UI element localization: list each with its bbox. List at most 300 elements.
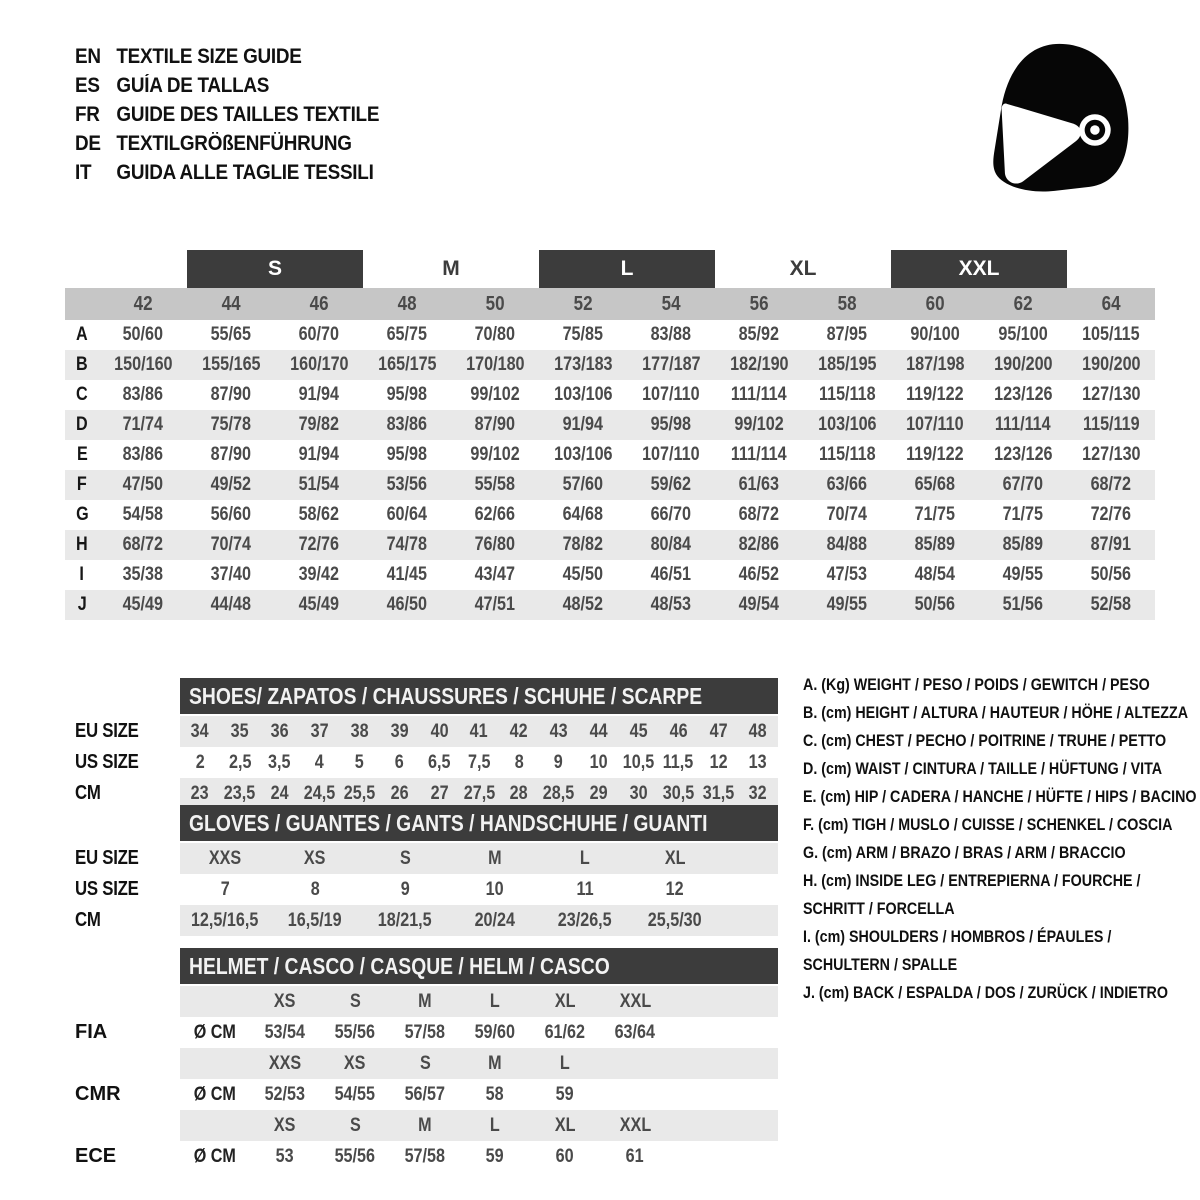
helmet-size-cell [600,991,670,1013]
size-value-cell [459,752,499,774]
size-value: 83/86 [122,444,164,465]
row-label-text: EU SIZE [75,847,139,869]
size-value: 107/110 [642,384,700,405]
measurement-row-c [65,380,1155,410]
helmet-value: 53/54 [264,1021,306,1043]
unit-text: Ø CM [193,1083,237,1105]
size-value-cell [698,721,738,743]
helmet-size-cell [250,991,320,1013]
size-value-cell [619,721,659,743]
size-value-cell [630,879,720,901]
size-value-cell [187,410,275,440]
size-value-cell [451,470,539,500]
size-value: 71/75 [1002,504,1044,525]
size-value: 50/60 [122,324,164,345]
size-value-cell [579,752,619,774]
legend-item-line [803,951,1198,979]
helmet-title-bar [180,948,778,984]
size-value-cell [891,350,979,380]
size-value: 23,5 [224,782,256,804]
size-value: 49/54 [738,594,780,615]
size-value-cell [260,783,300,805]
size-value: 123/126 [993,444,1053,465]
size-value: 26 [390,782,409,804]
size-value: 28 [509,782,528,804]
size-value: 91/94 [298,384,340,405]
language-code: IT [75,161,92,184]
size-value-cell [539,440,627,470]
size-value: 173/183 [553,354,613,375]
gloves-row [180,905,778,936]
size-value: 16,5/19 [288,909,342,931]
size-value-cell [99,470,187,500]
size-value: 48/53 [650,594,692,615]
size-value-cell [363,530,451,560]
size-value-cell [539,721,579,743]
size-value-cell [539,752,579,774]
helmet-value: 61/62 [544,1021,586,1043]
size-value-cell [275,320,363,350]
size-value-cell [540,910,630,932]
size-value: 45/49 [298,594,340,615]
size-value-cell [270,910,360,932]
size-value: 70/74 [826,504,868,525]
size-value-cell [451,530,539,560]
size-value-cell [979,410,1067,440]
size-value-cell [627,320,715,350]
size-value-cell [419,783,459,805]
size-value-cell [979,440,1067,470]
size-value: 103/106 [817,414,877,435]
helmet-size-cell [320,1053,390,1075]
helmet-value: 55/56 [334,1145,376,1167]
size-column-value: 62 [1013,292,1033,315]
size-value-cell [979,380,1067,410]
legend-item-line [803,811,1198,839]
size-value-cell [803,380,891,410]
shoes-title: SHOES/ ZAPATOS / CHAUSSURES / SCHUHE / SCARPE [189,682,703,709]
size-value-cell [260,752,300,774]
size-value-cell [803,560,891,590]
size-value-cell [450,879,540,901]
language-code: ES [75,74,100,97]
size-value-cell [627,500,715,530]
size-value-cell [363,470,451,500]
helmet-value-cell [250,1084,320,1106]
helmet-size: XXS [268,1052,302,1074]
size-value: 8 [310,878,320,900]
shoes-row-labels [75,716,151,809]
size-group-label-xl: XL [789,257,817,280]
size-value-cell [540,879,630,901]
shoes-title-bar [180,678,778,714]
language-row [75,42,379,71]
unit-cell [180,1084,250,1106]
size-value-cell [187,590,275,620]
helmet-size: XL [554,1114,576,1136]
helmet-value-cell [250,1022,320,1044]
row-letter [65,590,99,620]
helmet-value: 55/56 [334,1021,376,1043]
helmet-size-cell [390,1115,460,1137]
size-column-header [539,288,627,320]
size-value: 31,5 [702,782,734,804]
size-value-cell [1067,560,1155,590]
size-value: 64/68 [562,504,604,525]
helmet-size-cell [460,1053,530,1075]
size-value: 62/66 [474,504,516,525]
size-value-cell [419,752,459,774]
measurement-row-h [65,530,1155,560]
helmet-value-cell [320,1022,390,1044]
size-value: 95/98 [386,384,428,405]
helmet-values-row-ece [180,1141,778,1172]
size-value-cell [627,590,715,620]
size-value: 20/24 [474,909,516,931]
size-value: 2,5 [228,751,252,773]
size-value: 7,5 [467,751,491,773]
size-value-cell [99,410,187,440]
size-value-cell [275,590,363,620]
size-value-cell [630,848,720,870]
size-value-cell [180,910,270,932]
size-value-cell [187,560,275,590]
size-value-cell [99,500,187,530]
legend-text: D. (cm) WAIST / CINTURA / TAILLE / HÜFTUNG / VITA [803,759,1163,778]
helmet-value-cell [460,1022,530,1044]
size-value-cell [99,530,187,560]
size-value: 47/51 [474,594,516,615]
helmet-value-cell [530,1146,600,1168]
size-value-cell [451,380,539,410]
size-value: S [399,847,411,869]
size-value-cell [1067,320,1155,350]
size-value: 50/56 [1090,564,1132,585]
row-letter [65,350,99,380]
helmet-table-content [180,948,778,1172]
size-value: 99/102 [470,444,520,465]
measurement-row-a [65,320,1155,350]
size-value: 80/84 [650,534,692,555]
helmet-value: 54/55 [334,1083,376,1105]
size-value: 35/38 [122,564,164,585]
helmet-size: L [560,1052,570,1074]
helmet-value: 61 [626,1145,644,1167]
size-value: 150/160 [113,354,173,375]
size-value-cell [451,410,539,440]
size-value: 115/118 [818,444,876,465]
helmet-size: L [490,1114,500,1136]
size-value-cell [619,752,659,774]
measurement-row-e [65,440,1155,470]
row-letter [65,440,99,470]
size-value-cell [180,879,270,901]
size-value: 65/75 [386,324,428,345]
size-value-cell [539,470,627,500]
helmet-value-cell [460,1146,530,1168]
size-value: 60/64 [386,504,428,525]
size-value-cell [275,350,363,380]
size-value-cell [539,560,627,590]
size-value-cell [360,879,450,901]
size-value: 123/126 [993,384,1053,405]
standard-label-cmr: CMR [75,1083,121,1105]
size-value: 37/40 [210,564,252,585]
size-value-cell [803,530,891,560]
legend-text: I. (cm) SHOULDERS / HOMBROS / ÉPAULES / [803,927,1112,946]
size-value: 34 [190,720,209,742]
helmet-size: M [418,990,432,1012]
size-value: 105/115 [1082,324,1140,345]
size-value-cell [658,721,698,743]
size-value: 27,5 [463,782,495,804]
size-value: 38 [350,720,369,742]
size-value-cell [619,783,659,805]
helmet-value: 52/53 [264,1083,306,1105]
helmet-size: M [418,1114,432,1136]
size-value-cell [275,500,363,530]
helmet-size-cell [250,1053,320,1075]
size-column-value: 58 [837,292,857,315]
size-value-cell [451,560,539,590]
size-value: 119/122 [906,384,964,405]
size-value-cell [891,440,979,470]
size-value: 127/130 [1081,384,1141,405]
legend-text: SCHULTERN / SPALLE [803,955,958,974]
size-value: 68/72 [1090,474,1132,495]
size-value-cell [459,721,499,743]
helmet-value: 59/60 [474,1021,516,1043]
size-value: 23/26,5 [558,909,612,931]
size-value: 25,5 [343,782,376,804]
size-value: 39/42 [298,564,340,585]
legend-item-line [803,727,1198,755]
size-value: 68/72 [122,534,164,555]
language-code: DE [75,132,101,155]
size-column-header [803,288,891,320]
legend-text: J. (cm) BACK / ESPALDA / DOS / ZURÜCK / INDIETRO [803,983,1168,1002]
size-value: 30,5 [662,782,695,804]
size-value-cell [187,380,275,410]
size-column-value: 56 [749,292,769,315]
size-value: 84/88 [826,534,868,555]
measurement-row-f [65,470,1155,500]
size-value-cell [539,410,627,440]
size-value: 9 [400,878,410,900]
standard-label-fia: FIA [75,1021,108,1043]
size-value: 87/95 [826,324,868,345]
size-value: 85/92 [738,324,780,345]
size-value-cell [891,470,979,500]
row-label [75,874,151,905]
helmet-value-cell [320,1146,390,1168]
size-value-cell [360,848,450,870]
size-value: 45/50 [562,564,604,585]
size-value-cell [363,320,451,350]
language-title-list [75,42,413,187]
size-value-cell [803,350,891,380]
gloves-row-labels [75,843,151,936]
size-value-cell [1067,530,1155,560]
size-value: 115/119 [1082,414,1140,435]
size-value: 46/50 [386,594,428,615]
helmet-value: 57/58 [404,1021,446,1043]
row-label [75,778,151,809]
size-value-cell [187,350,275,380]
legend-text: E. (cm) HIP / CADERA / HANCHE / HÜFTE / HIPS / BACINO [803,787,1197,806]
measurement-row-g [65,500,1155,530]
size-value: 83/88 [650,324,692,345]
row-letter [65,380,99,410]
size-value: 11,5 [663,751,694,773]
helmet-value: 53 [276,1145,294,1167]
size-value: 71/75 [914,504,956,525]
legend-text: F. (cm) TIGH / MUSLO / CUISSE / SCHENKEL / COSCIA [803,815,1173,834]
size-value-cell [979,500,1067,530]
size-value-cell [451,440,539,470]
size-value-cell [379,783,419,805]
language-title: TEXTILE SIZE GUIDE [116,45,302,68]
size-value: 46/51 [650,564,692,585]
size-value-cell [539,320,627,350]
size-value: 61/63 [738,474,780,495]
size-value: 7 [220,878,230,900]
size-value-cell [180,752,220,774]
size-group-label-m: M [442,257,460,280]
row-letter-text: D [76,414,88,435]
size-value: 127/130 [1081,444,1141,465]
helmet-size-cell [530,1115,600,1137]
row-letter-text: H [76,534,88,555]
size-value: 103/106 [553,384,613,405]
size-column-value: 42 [133,292,153,315]
language-code: EN [75,45,101,68]
size-value-cell [979,590,1067,620]
row-label-text: CM [75,782,101,804]
size-value: 13 [749,751,768,773]
size-value-cell [539,530,627,560]
size-value-cell [539,350,627,380]
size-value-cell [715,590,803,620]
size-value: 49/55 [826,594,868,615]
size-value-cell [627,350,715,380]
helmet-value-cell [390,1084,460,1106]
row-letter-text: C [76,384,88,405]
size-column-header [627,288,715,320]
size-value-cell [539,500,627,530]
size-value: 99/102 [470,384,520,405]
size-value-cell [698,752,738,774]
language-row [75,129,379,158]
size-value: 187/198 [905,354,965,375]
helmet-size: S [349,1114,361,1136]
size-value-cell [627,560,715,590]
gloves-row [180,843,778,874]
gloves-title: GLOVES / GUANTES / GANTS / HANDSCHUHE / GUANTI [189,809,708,836]
textile-size-table [65,250,1155,620]
size-value-cell [363,440,451,470]
size-value-cell [99,350,187,380]
size-value: 103/106 [553,444,613,465]
size-value-cell [180,848,270,870]
size-value: 37 [310,720,329,742]
helmet-value: 63/64 [614,1021,656,1043]
size-value-cell [715,500,803,530]
size-value: 72/76 [298,534,340,555]
unit-cell [180,1022,250,1044]
unit-text: Ø CM [193,1021,237,1043]
legend-item-line [803,979,1198,1007]
band-spacer [65,288,99,320]
row-letter-text: I [79,564,85,585]
size-value-cell [275,530,363,560]
size-value-cell [715,410,803,440]
size-value: 155/165 [201,354,261,375]
size-value-cell [339,752,379,774]
size-value: 8 [514,751,524,773]
size-value-cell [738,721,778,743]
size-value-cell [260,721,300,743]
size-value: 160/170 [289,354,349,375]
row-letter-text: B [76,354,88,375]
size-value-cell [715,470,803,500]
size-value-cell [803,470,891,500]
size-value-cell [627,440,715,470]
legend-item-line [803,839,1198,867]
helmet-value: 60 [556,1145,574,1167]
language-title: GUÍA DE TALLAS [116,74,270,97]
helmet-size: L [490,990,500,1012]
size-value: 70/80 [474,324,516,345]
size-value: 10 [486,878,504,900]
size-value-cell [499,752,539,774]
size-value: 45 [629,720,648,742]
size-value: 32 [749,782,768,804]
size-value: 119/122 [906,444,964,465]
size-value: 71/74 [122,414,164,435]
helmet-value: 56/57 [404,1083,446,1105]
size-value: 11 [576,878,594,900]
size-value-cell [715,440,803,470]
measurement-row-d [65,410,1155,440]
size-value: 40 [430,720,449,742]
helmet-value-cell [390,1146,460,1168]
size-value-cell [99,320,187,350]
row-label [75,905,151,936]
size-value: 49/52 [210,474,252,495]
gloves-row [180,874,778,905]
size-value: 60/70 [298,324,340,345]
helmet-sizes-row-cmr [180,1048,778,1079]
helmet-size-cell [460,991,530,1013]
size-value: 65/68 [914,474,956,495]
size-value-cell [891,500,979,530]
size-value: 78/82 [562,534,604,555]
size-value-cell [738,783,778,805]
size-value-cell [187,500,275,530]
size-value-cell [220,721,260,743]
size-value: 107/110 [642,444,700,465]
row-letter [65,560,99,590]
size-value: 4 [315,751,325,773]
size-value: 43 [549,720,568,742]
size-column-header [451,288,539,320]
helmet-size: XL [554,990,576,1012]
helmet-value: 59 [556,1083,574,1105]
racing-helmet-icon [978,36,1136,194]
size-value: 87/90 [210,384,252,405]
size-value-cell [187,320,275,350]
